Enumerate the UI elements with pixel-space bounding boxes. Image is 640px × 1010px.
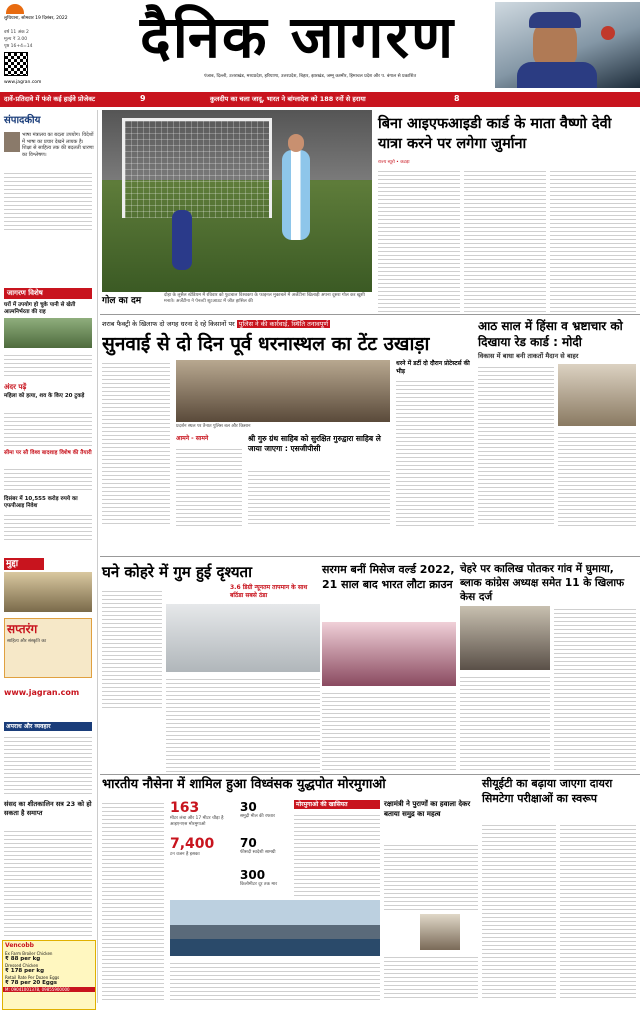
- jagran-com-logo[interactable]: www.jagran.com: [4, 688, 80, 697]
- farmers-sub-filler: [248, 468, 390, 526]
- teaser-2-page: 8: [454, 94, 460, 103]
- editorial-avatar: [4, 132, 20, 152]
- ad-item-2-price: ₹ 178 per kg: [5, 968, 45, 974]
- inside-filler-1: [4, 410, 92, 446]
- ad-item-3-label: Retail Rate Per Dozen Eggs: [5, 975, 60, 980]
- miss-india-body: [322, 690, 456, 772]
- ad-brand: Vencobb: [5, 942, 34, 949]
- ad-item-2-label: Dressed Chicken: [5, 963, 39, 968]
- special-photo: [4, 318, 92, 348]
- rajnath-photo: [420, 914, 460, 950]
- editions-line: पंजाब, दिल्ली, उत्तराखंड, मध्यप्रदेश, हरियाणा, उत्तरप्रदेश, बिहार, झारखंड, जम्मू कश्मीर, हिमाचल प्रदेश और प. बंगाल से प्रकाशित: [203, 74, 417, 79]
- farmers-kicker-highlight: पुलिस ने की कार्रवाई, स्थिति तनावपूर्ण: [238, 320, 329, 328]
- editorial-text: भाषा मंत्रालय का बदला उपयोग। विदेशों में भाषा का प्रचार देखने लायक है। शिक्षा से साहित्य तक की बदलती धारणा का विश्लेषण।: [22, 132, 94, 158]
- price: मूल्य ₹ 3.00: [4, 37, 28, 42]
- inside-filler-2: [4, 466, 92, 492]
- navy-ship-photo: [170, 900, 380, 956]
- navy-body: [170, 960, 380, 1000]
- miss-india-headline[interactable]: सरगम बनीं मिसेज वर्ल्ड 2022, 21 साल बाद भारत लौटा क्राउन: [322, 563, 455, 591]
- editorial-title: संपादकीय: [4, 115, 41, 126]
- football-photo: [102, 110, 372, 292]
- jagran-sun-logo: [6, 4, 24, 14]
- inside-label: अंदर पढ़ें: [4, 383, 27, 391]
- saptrang-sub: साहित्य और संस्कृति का: [7, 639, 47, 644]
- teaser-1[interactable]: दावें-प्रतिदावे में फंसे कई हाईवे प्रोजेक्ट: [4, 95, 96, 103]
- masthead: [0, 0, 640, 90]
- parliament-head: संसद का शीतकालिन सत्र 23 को हो सकता है समाप्त: [4, 800, 92, 817]
- inside-filler-3: [4, 512, 92, 540]
- modi-headline[interactable]: आठ साल में हिंसा व भ्रष्टाचार को दिखाया रेड कार्ड : मोदी: [478, 319, 623, 349]
- pothar-headline[interactable]: चेहरे पर कालिख पोतकर गांव में घुमाया, ब्लाक कांग्रेस अध्यक्ष समेत 11 के खिलाफ केस दर्ज: [460, 563, 625, 603]
- aamne-samne-label: आमने - सामने: [176, 435, 209, 442]
- modi-col-1: [478, 364, 554, 526]
- pothar-col-1: [554, 606, 636, 772]
- navy-stat-5-text: किलोमीटर दूर तक मार: [240, 882, 278, 887]
- vaishno-col-2: [464, 168, 546, 312]
- farmers-photo-caption: प्रदर्शन स्थल पर तैनात पुलिस बल और किसान: [176, 424, 251, 429]
- fog-side-head: 3.6 डिग्री न्यूनतम तापमान के साथ बठिंडा सबसे ठंडा: [230, 584, 308, 599]
- saptrang-box: [4, 618, 92, 678]
- vencobb-ad[interactable]: [2, 940, 96, 1010]
- qr-code: [4, 52, 28, 76]
- farmers-sub-headline[interactable]: श्री गुरु ग्रंथ साहिब को सुरक्षित गुरुद्वारा साहिब ले जाया जाएगा : एसजीपीसी: [248, 434, 381, 453]
- apradh-filler: [4, 734, 92, 794]
- divider-mid: [100, 556, 640, 557]
- teaser-1-page: 9: [140, 94, 146, 103]
- navy-col-1: [102, 800, 164, 1000]
- farmers-aamne-filler: [176, 446, 242, 526]
- navy-stat-3-text: समुद्री मील की रफ्तार: [240, 814, 275, 819]
- modi-col-2: [558, 430, 636, 526]
- website[interactable]: www.jagran.com: [4, 80, 42, 85]
- ad-item-3-price: ₹ 78 per 20 Eggs: [5, 980, 58, 986]
- navy-headline[interactable]: भारतीय नौसेना में शामिल हुआ विध्वंसक युद्धपोत मोरमुगाओ: [102, 777, 386, 792]
- football-caption: दोहा के लुसैल स्टेडियम में रविवार को फुटबाल विश्वकप के फाइनल मुकाबले में अर्जेंटीना खिलाड़ी अपना दूसरा गोल कर खुशी मनाते। अर्जेंटीना ने पेनल्टी शूटआउट में जीत हासिल की: [164, 293, 365, 304]
- miss-india-photo: [322, 622, 456, 686]
- city-date: लुधियाना, सोमवार 19 दिसंबर, 2022: [4, 16, 68, 21]
- navy-stat-2-text: टन वजन है इसका: [170, 852, 200, 857]
- farmers-block-title: धरने में डटीं दो दौरान प्रोटेस्टर्स की भीड़: [396, 360, 470, 375]
- cuet-col-1: [482, 822, 556, 1000]
- rajnath-body-2: [384, 954, 478, 1000]
- fog-photo: [166, 604, 320, 672]
- editorial-filler: [4, 170, 92, 230]
- navy-stat-5-num: 300: [240, 868, 266, 882]
- pages: पृष्ठ 16+4=14: [4, 44, 33, 49]
- ad-item-1-label: Ex Farm Broiler Chicken: [5, 951, 53, 956]
- vaishno-col-3: [550, 168, 636, 312]
- navy-stat-4-text: फीसदी स्वदेशी सामग्री: [240, 850, 276, 855]
- divider-top: [100, 314, 640, 315]
- farmers-col-4: [396, 378, 474, 526]
- cricketer-photo: [495, 2, 640, 88]
- teaser-bar: [0, 92, 640, 107]
- vaishno-headline[interactable]: बिना आइएफआइडी कार्ड के माता वैष्णो देवी यात्रा करने पर लगेगा जुर्माना: [378, 116, 612, 152]
- navy-stat-1: [170, 800, 236, 828]
- farmers-headline[interactable]: सुनवाई से दो दिन पूर्व धरनास्थल का टेंट उखाड़ा: [102, 333, 430, 355]
- special-label: जागरण विशेष: [4, 288, 92, 299]
- navy-stat-5: [240, 868, 290, 888]
- farmers-photo: [176, 360, 390, 422]
- navy-stat-4: [240, 836, 290, 856]
- edition: वर्ष 11 अंक 2: [4, 30, 29, 35]
- logo: दैनिक जागरण: [139, 3, 456, 71]
- navy-stat-1-num: 163: [170, 800, 200, 816]
- left-column: [0, 110, 98, 1003]
- special-filler: [4, 352, 92, 376]
- divider-low: [100, 774, 640, 775]
- inside-item-1[interactable]: महिला को हत्या, शव के किए 20 टुकड़े: [4, 393, 85, 399]
- navy-facts-title: मोरमुगाओ की खासियत: [294, 800, 380, 809]
- teaser-2[interactable]: कुलदीप का चला जादू, भारत ने बांग्लादेश को 188 रनों से हराया: [210, 95, 366, 103]
- navy-stat-3: [240, 800, 290, 820]
- parliament-filler: [4, 828, 92, 936]
- ad-item-1-price: ₹ 88 per kg: [5, 956, 41, 962]
- mudda-photo: [4, 572, 92, 612]
- navy-stat-1-text: मीटर लंबा और 17 मीटर चौड़ा है आइएनएस मोरमुगाओ: [170, 816, 224, 827]
- rajnath-headline[interactable]: रक्षामंत्री ने पुराणों का हवाला देकर बताया समुद्र का महत्व: [384, 800, 471, 818]
- modi-sub: विकास में बाधा बनी ताकतों मैदान से बाहर: [478, 352, 579, 360]
- modi-photo: [558, 364, 636, 426]
- pothar-photo: [460, 606, 550, 670]
- mudda-label: मुद्दा: [4, 558, 44, 570]
- ad-phone: M: 09041001378, 09855900000: [3, 987, 95, 992]
- fog-headline[interactable]: घने कोहरे में गुम हुई दृश्यता: [102, 563, 252, 581]
- cuet-headline[interactable]: सीयूईटी का बढ़ाया जाएगा दायरा सिमटेगा परीक्षाओं का स्वरूप: [482, 777, 613, 805]
- inside-item-3[interactable]: दिसंबर में 10,555 करोड़ रुपये का एफपीआइ निवेश: [4, 496, 78, 509]
- navy-stat-2: [170, 836, 236, 858]
- farmers-col-1: [102, 360, 170, 526]
- navy-facts: [294, 812, 380, 896]
- special-text: घरों में उपयोग हो चुके पानी से खेती आत्मनिर्भरता की राह: [4, 302, 76, 315]
- rajnath-body-1: [384, 842, 478, 912]
- apradh-label: अपराध और व्यवहार: [4, 722, 92, 731]
- farmers-kicker: [102, 318, 474, 330]
- navy-stat-2-num: 7,400: [170, 836, 215, 852]
- cuet-col-2: [560, 822, 636, 1000]
- vaishno-byline: राज्य ब्यूरो • कटड़ा: [378, 160, 410, 165]
- pothar-col-2: [460, 674, 550, 772]
- fog-col-1: [102, 588, 162, 708]
- farmers-kicker-text: शराब फैक्ट्री के खिलाफ दो जगह धरना दे रहे किसानों पर: [102, 320, 235, 328]
- football-caption-head: गोल का दम: [102, 292, 162, 310]
- navy-stat-4-num: 70: [240, 836, 257, 850]
- vaishno-col-1: [378, 168, 460, 312]
- saptrang-label: सप्तरंग: [7, 622, 38, 636]
- navy-stat-3-num: 30: [240, 800, 257, 814]
- inside-item-2[interactable]: सीमा पर सौ विश्व बादशाह विशेष की तैयारी: [4, 450, 92, 456]
- fog-col-2: [166, 676, 320, 772]
